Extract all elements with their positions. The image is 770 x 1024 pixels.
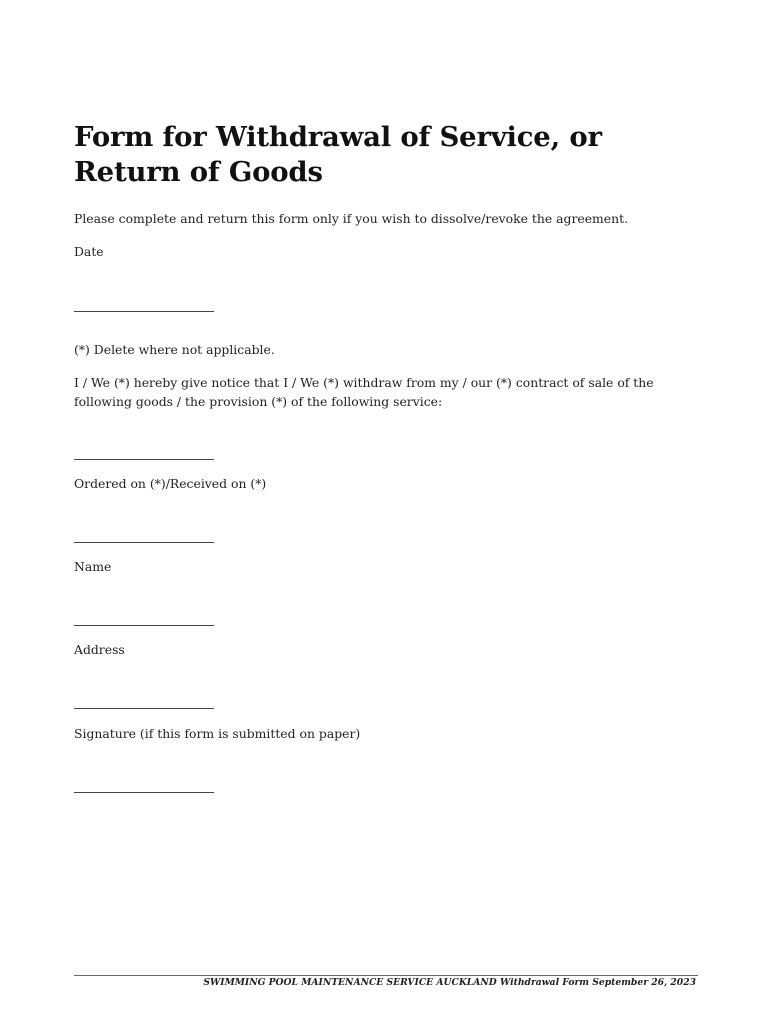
footer-text: SWIMMING POOL MAINTENANCE SERVICE AUCKLAND Withdrawal Form September 26, 2023 bbox=[203, 977, 696, 988]
address-label: Address bbox=[74, 642, 125, 657]
document-page bbox=[74, 0, 698, 1024]
date-label: Date bbox=[74, 244, 104, 259]
goods-service-line bbox=[74, 459, 214, 460]
signature-line bbox=[74, 792, 214, 793]
name-label: Name bbox=[74, 559, 112, 574]
name-line bbox=[74, 625, 214, 626]
signature-label: Signature (if this form is submitted on paper) bbox=[74, 726, 361, 741]
address-line bbox=[74, 708, 214, 709]
withdrawal-notice: I / We (*) hereby give notice that I / We (*) withdraw from my / our (*) contract of sale of the following goods / the provision (*) of the following service: bbox=[74, 375, 654, 409]
footer-divider bbox=[74, 975, 698, 976]
page-title: Form for Withdrawal of Service, or Return of Goods bbox=[74, 121, 602, 188]
ordered-received-line bbox=[74, 542, 214, 543]
date-signature-line bbox=[74, 311, 214, 312]
intro-text: Please complete and return this form only if you wish to dissolve/revoke the agreement. bbox=[74, 211, 629, 226]
delete-note: (*) Delete where not applicable. bbox=[74, 342, 275, 357]
ordered-received-label: Ordered on (*)/Received on (*) bbox=[74, 476, 267, 491]
